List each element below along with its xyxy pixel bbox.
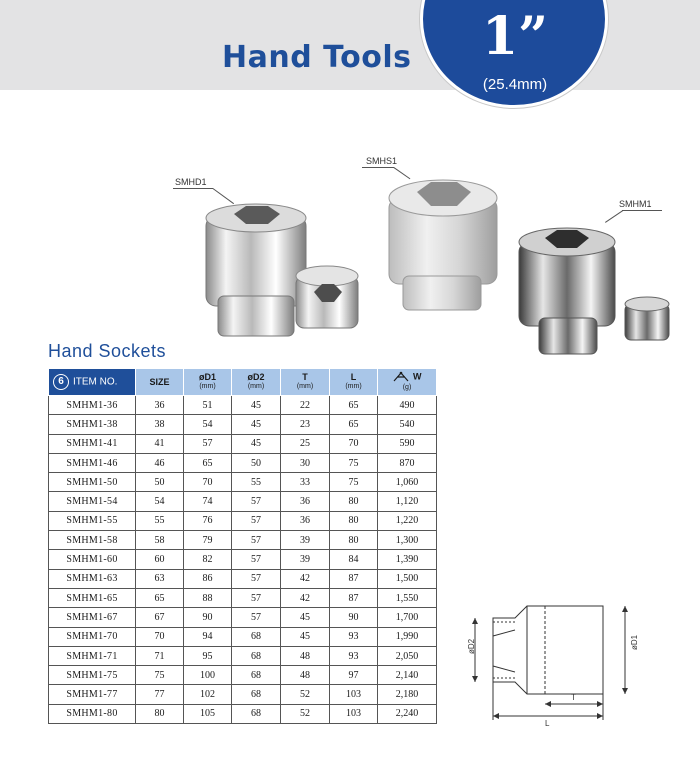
d1-cell: 105 — [184, 704, 232, 723]
callout-smhs1: SMHS1 — [366, 156, 398, 166]
table-row — [49, 492, 437, 511]
header-d1: øD1 (mm) — [184, 369, 232, 396]
table-row — [49, 569, 437, 588]
d1-cell: 79 — [184, 531, 232, 550]
l-cell: 87 — [330, 588, 378, 607]
w-cell: 2,140 — [378, 666, 437, 685]
diagram-label-d2: øD2 — [467, 638, 476, 654]
w-cell: 540 — [378, 415, 437, 434]
w-cell: 2,050 — [378, 646, 437, 665]
w-cell: 2,240 — [378, 704, 437, 723]
table-row — [49, 685, 437, 704]
size-cell: 80 — [136, 704, 184, 723]
size-cell: 67 — [136, 608, 184, 627]
size-cell: 41 — [136, 434, 184, 453]
d1-cell: 95 — [184, 646, 232, 665]
size-cell: 58 — [136, 531, 184, 550]
t-cell: 42 — [281, 569, 330, 588]
t-cell: 45 — [281, 608, 330, 627]
header-l: L (mm) — [330, 369, 378, 396]
header-item-no — [49, 369, 136, 396]
l-cell: 75 — [330, 473, 378, 492]
t-cell: 48 — [281, 666, 330, 685]
item-no-cell: SMHM1-38 — [49, 415, 136, 434]
t-cell: 39 — [281, 550, 330, 569]
size-cell: 63 — [136, 569, 184, 588]
table-row — [49, 627, 437, 646]
w-cell: 1,120 — [378, 492, 437, 511]
size-cell: 50 — [136, 473, 184, 492]
d1-cell: 76 — [184, 511, 232, 530]
callout-smhd1: SMHD1 — [175, 177, 207, 187]
d2-cell: 68 — [232, 646, 281, 665]
t-cell: 30 — [281, 453, 330, 472]
d2-cell: 68 — [232, 666, 281, 685]
l-cell: 65 — [330, 415, 378, 434]
d1-cell: 88 — [184, 588, 232, 607]
t-cell: 52 — [281, 685, 330, 704]
socket-photo-smhd1 — [196, 196, 396, 346]
size-cell: 77 — [136, 685, 184, 704]
w-cell: 1,500 — [378, 569, 437, 588]
item-no-cell: SMHM1-36 — [49, 396, 136, 415]
table-row — [49, 531, 437, 550]
d2-cell: 57 — [232, 588, 281, 607]
d2-cell: 68 — [232, 627, 281, 646]
size-cell: 65 — [136, 588, 184, 607]
item-no-cell: SMHM1-46 — [49, 453, 136, 472]
table-row — [49, 396, 437, 415]
d2-cell: 45 — [232, 396, 281, 415]
d2-cell: 50 — [232, 453, 281, 472]
l-cell: 93 — [330, 627, 378, 646]
scale-icon — [392, 371, 410, 383]
w-cell: 590 — [378, 434, 437, 453]
d2-cell: 68 — [232, 685, 281, 704]
item-no-cell: SMHM1-67 — [49, 608, 136, 627]
size-cell: 54 — [136, 492, 184, 511]
socket-dimension-diagram — [455, 596, 645, 726]
item-no-cell: SMHM1-58 — [49, 531, 136, 550]
item-no-cell: SMHM1-77 — [49, 685, 136, 704]
item-no-cell: SMHM1-70 — [49, 627, 136, 646]
d2-cell: 57 — [232, 608, 281, 627]
d1-cell: 94 — [184, 627, 232, 646]
callout-leader-smhd1 — [173, 188, 213, 189]
d2-cell: 68 — [232, 704, 281, 723]
callout-leader-smhs1 — [362, 167, 394, 168]
item-no-cell: SMHM1-55 — [49, 511, 136, 530]
d1-cell: 90 — [184, 608, 232, 627]
l-cell: 93 — [330, 646, 378, 665]
t-cell: 33 — [281, 473, 330, 492]
l-cell: 70 — [330, 434, 378, 453]
t-cell: 36 — [281, 511, 330, 530]
drive-size-label: 1” — [481, 6, 549, 67]
item-no-cell: SMHM1-54 — [49, 492, 136, 511]
table-row — [49, 608, 437, 627]
header-size: SIZE — [136, 369, 184, 396]
d1-cell: 70 — [184, 473, 232, 492]
d1-cell: 82 — [184, 550, 232, 569]
l-cell: 75 — [330, 453, 378, 472]
size-cell: 36 — [136, 396, 184, 415]
diagram-label-t: T — [571, 693, 576, 702]
table-row — [49, 434, 437, 453]
diagram-label-l: L — [545, 719, 550, 726]
table-row — [49, 646, 437, 665]
item-no-cell: SMHM1-63 — [49, 569, 136, 588]
l-cell: 80 — [330, 492, 378, 511]
socket-photo-smhm1 — [515, 226, 675, 361]
d1-cell: 74 — [184, 492, 232, 511]
item-no-cell: SMHM1-80 — [49, 704, 136, 723]
d1-cell: 65 — [184, 453, 232, 472]
d1-cell: 86 — [184, 569, 232, 588]
l-cell: 87 — [330, 569, 378, 588]
item-no-cell: SMHM1-50 — [49, 473, 136, 492]
w-cell: 1,390 — [378, 550, 437, 569]
spec-table — [48, 368, 437, 724]
page-title: Hand Tools — [222, 40, 412, 75]
w-cell: 490 — [378, 396, 437, 415]
l-cell: 90 — [330, 608, 378, 627]
size-cell: 71 — [136, 646, 184, 665]
section-number-badge: 6 — [53, 374, 69, 390]
d1-cell: 54 — [184, 415, 232, 434]
t-cell: 22 — [281, 396, 330, 415]
item-no-cell: SMHM1-71 — [49, 646, 136, 665]
table-row — [49, 588, 437, 607]
d1-cell: 102 — [184, 685, 232, 704]
t-cell: 23 — [281, 415, 330, 434]
table-row — [49, 511, 437, 530]
callout-smhm1: SMHM1 — [619, 199, 652, 209]
l-cell: 97 — [330, 666, 378, 685]
d1-cell: 51 — [184, 396, 232, 415]
item-no-cell: SMHM1-60 — [49, 550, 136, 569]
size-cell: 55 — [136, 511, 184, 530]
size-cell: 46 — [136, 453, 184, 472]
table-row — [49, 550, 437, 569]
socket-photo-smhs1 — [385, 176, 505, 316]
w-cell: 1,700 — [378, 608, 437, 627]
w-cell: 1,220 — [378, 511, 437, 530]
t-cell: 45 — [281, 627, 330, 646]
w-cell: 1,550 — [378, 588, 437, 607]
l-cell: 65 — [330, 396, 378, 415]
w-cell: 870 — [378, 453, 437, 472]
size-cell: 70 — [136, 627, 184, 646]
d2-cell: 57 — [232, 492, 281, 511]
header-d2: øD2 (mm) — [232, 369, 281, 396]
table-row — [49, 453, 437, 472]
l-cell: 103 — [330, 685, 378, 704]
d2-cell: 45 — [232, 434, 281, 453]
t-cell: 42 — [281, 588, 330, 607]
d2-cell: 57 — [232, 569, 281, 588]
l-cell: 80 — [330, 531, 378, 550]
drive-size-mm-label: (25.4mm) — [482, 76, 548, 93]
diagram-label-d1: øD1 — [630, 634, 639, 650]
table-row — [49, 704, 437, 723]
size-cell: 38 — [136, 415, 184, 434]
t-cell: 25 — [281, 434, 330, 453]
w-cell: 1,300 — [378, 531, 437, 550]
d2-cell: 57 — [232, 511, 281, 530]
table-row — [49, 666, 437, 685]
t-cell: 39 — [281, 531, 330, 550]
item-no-cell: SMHM1-41 — [49, 434, 136, 453]
item-no-cell: SMHM1-65 — [49, 588, 136, 607]
l-cell: 80 — [330, 511, 378, 530]
section-title: Hand Sockets — [48, 341, 167, 361]
header-item-no-label: ITEM NO. — [73, 376, 118, 388]
w-cell: 2,180 — [378, 685, 437, 704]
table-header-row — [49, 369, 437, 396]
l-cell: 84 — [330, 550, 378, 569]
d2-cell: 55 — [232, 473, 281, 492]
callout-leader-smhm1 — [622, 210, 662, 211]
item-no-cell: SMHM1-75 — [49, 666, 136, 685]
l-cell: 103 — [330, 704, 378, 723]
size-cell: 75 — [136, 666, 184, 685]
d2-cell: 45 — [232, 415, 281, 434]
d1-cell: 57 — [184, 434, 232, 453]
t-cell: 52 — [281, 704, 330, 723]
d2-cell: 57 — [232, 531, 281, 550]
w-cell: 1,060 — [378, 473, 437, 492]
spec-table-body — [49, 396, 437, 724]
t-cell: 36 — [281, 492, 330, 511]
header-t: T (mm) — [281, 369, 330, 396]
table-row — [49, 415, 437, 434]
d2-cell: 57 — [232, 550, 281, 569]
w-cell: 1,990 — [378, 627, 437, 646]
d1-cell: 100 — [184, 666, 232, 685]
table-row — [49, 473, 437, 492]
t-cell: 48 — [281, 646, 330, 665]
size-cell: 60 — [136, 550, 184, 569]
header-w: W (g) — [378, 369, 437, 396]
